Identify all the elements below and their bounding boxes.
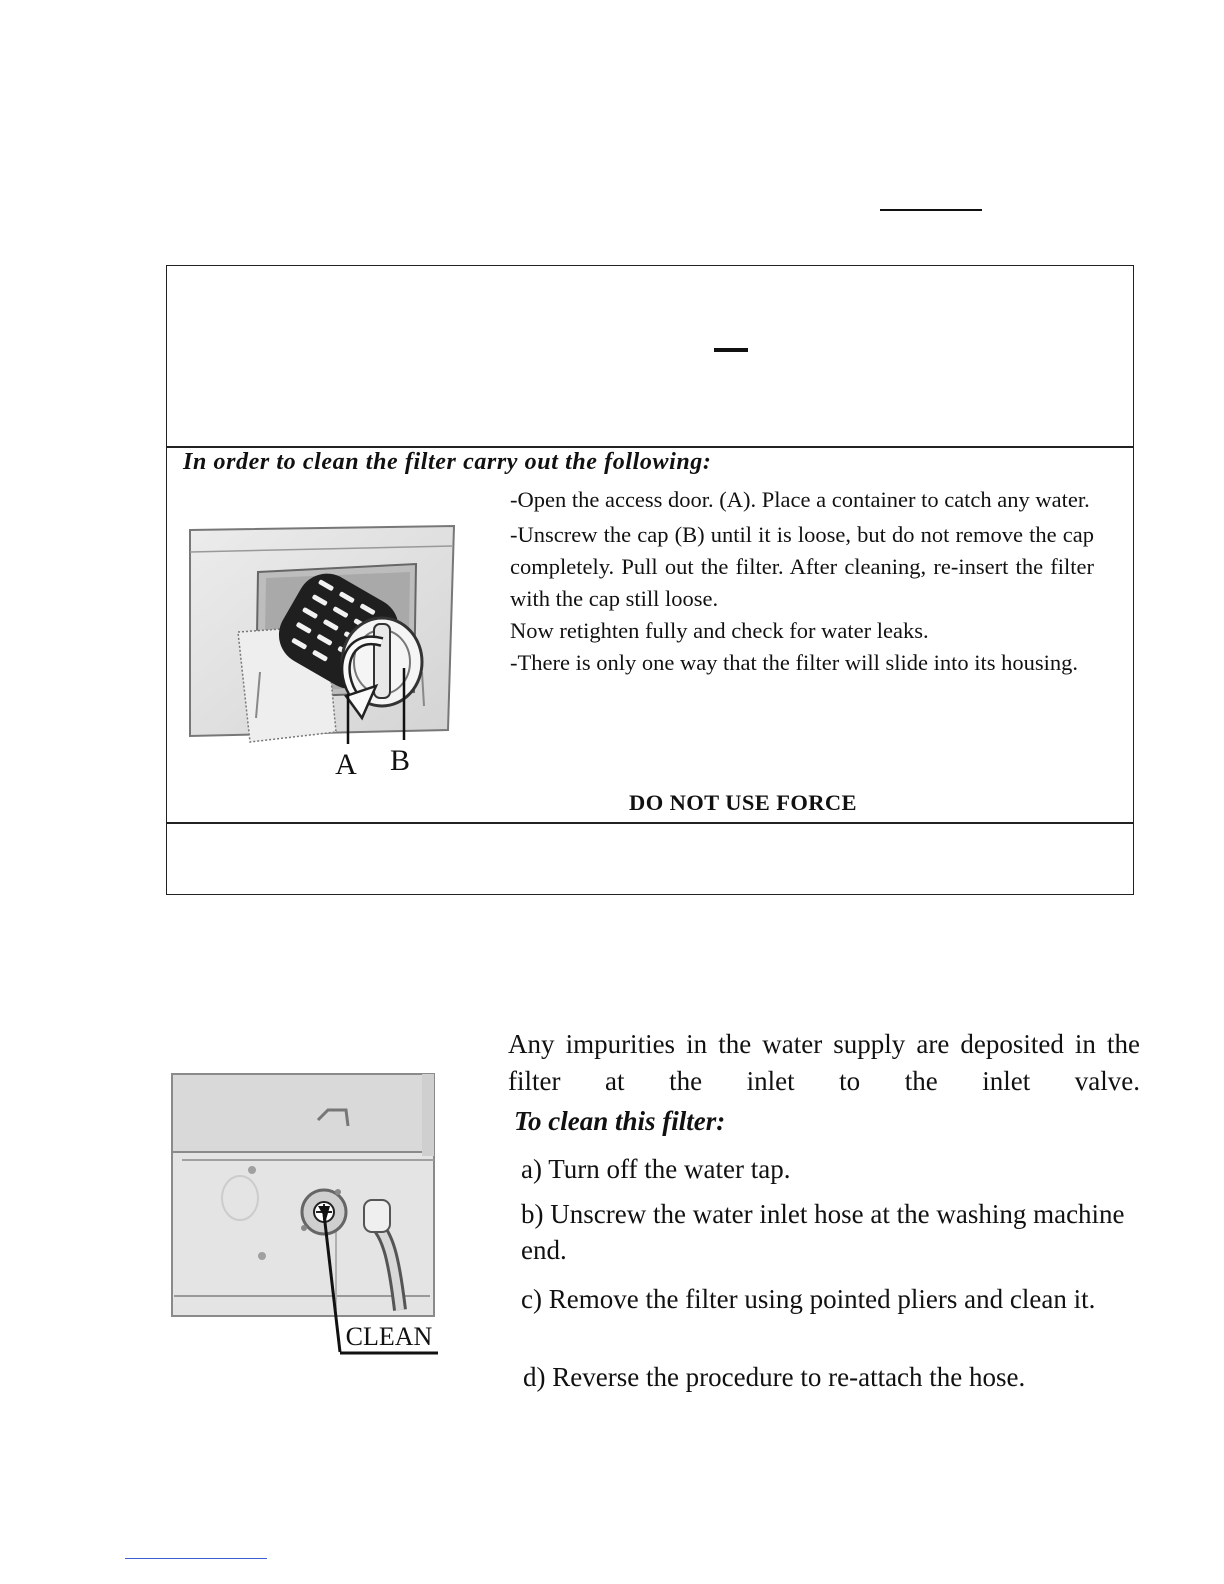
- inlet-step-a: a) Turn off the water tap.: [521, 1154, 791, 1184]
- inlet-step-b: b) Unscrew the water inlet hose at the washing machine end.: [521, 1199, 1125, 1265]
- filter-step-3: Now retighten fully and check for water leaks.: [510, 618, 929, 643]
- top-rule: [880, 209, 982, 211]
- inlet-step-c: c) Remove the filter using pointed pliers and clean it.: [521, 1284, 1096, 1314]
- filter-section-heading: In order to clean the filter carry out the following:: [183, 449, 712, 475]
- box-divider-bottom: [166, 822, 1134, 824]
- inlet-intro: Any impurities in the water supply are deposited in the filter at the inlet to the inlet valve.: [508, 1029, 1140, 1096]
- filter-step-1: -Open the access door. (A). Place a container to catch any water.: [510, 487, 1090, 512]
- warning-text: DO NOT USE FORCE: [629, 790, 857, 815]
- header-dash: [714, 348, 748, 352]
- filter-step-4: -There is only one way that the filter will slide into its housing.: [510, 650, 1079, 675]
- footer-link-rule: [125, 1558, 267, 1559]
- box-divider-top: [166, 446, 1134, 448]
- clean-label: CLEAN: [345, 1322, 433, 1351]
- inlet-step-d: d) Reverse the procedure to re-attach the hose.: [523, 1362, 1026, 1392]
- filter-step-2: -Unscrew the cap (B) until it is loose, but do not remove the cap completely. Pull out the filter. After cleaning, re-insert the filter with the cap still loose.: [510, 522, 1094, 611]
- inlet-heading: To clean this filter:: [514, 1106, 726, 1136]
- inlet-filter-illustration: [168, 1070, 448, 1360]
- filter-steps: [510, 484, 1094, 682]
- figure-label-b: B: [389, 744, 411, 777]
- drain-filter-illustration: [186, 522, 458, 790]
- figure-label-a: A: [335, 748, 357, 781]
